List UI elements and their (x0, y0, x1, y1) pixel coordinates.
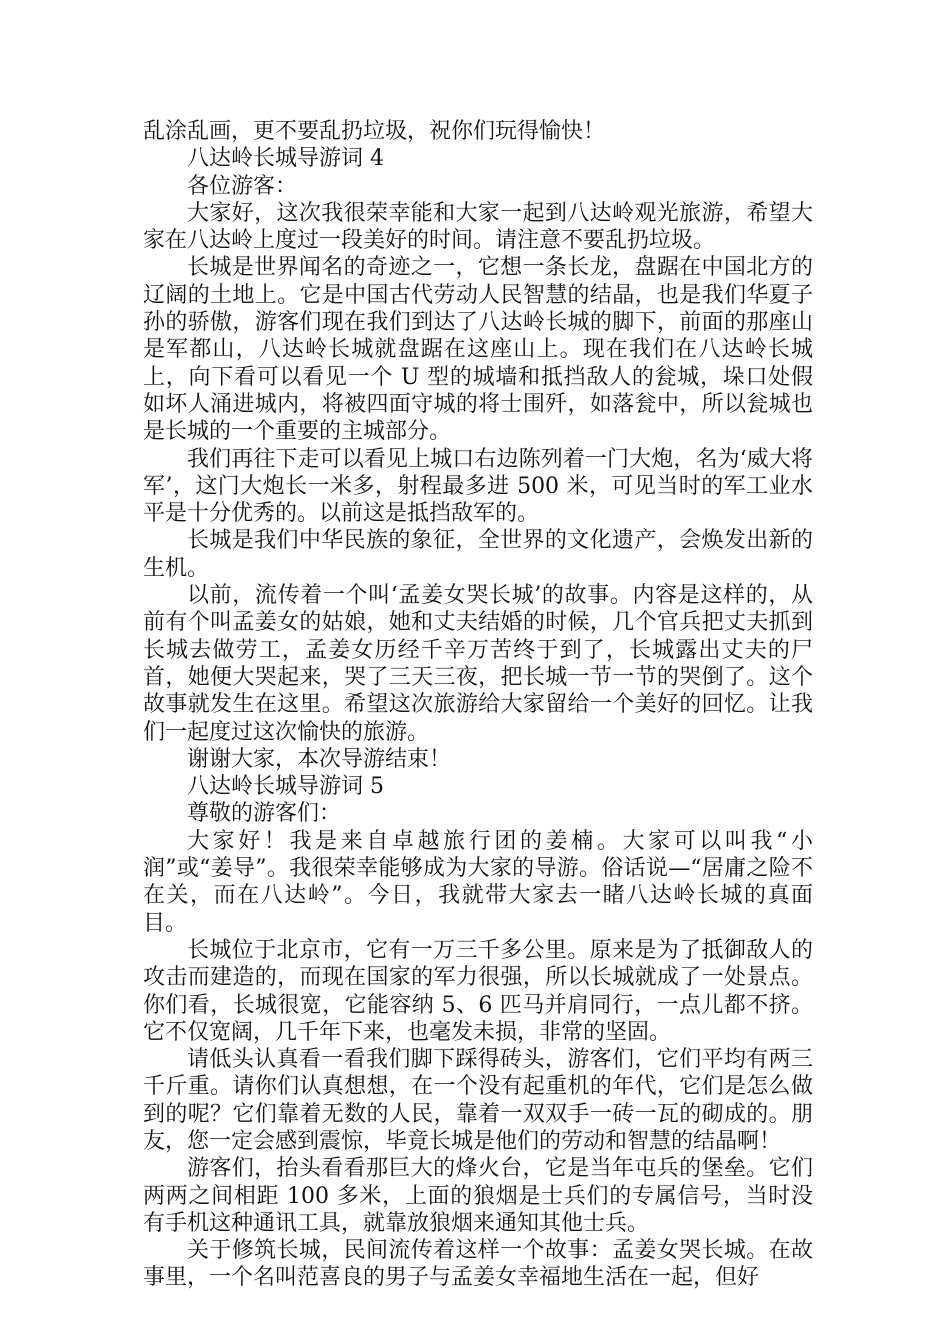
paragraph: 长城是我们中华民族的象征，全世界的文化遗产，会焕发出新的生机。 (143, 528, 813, 581)
section-heading-5: 八达岭长城导游词 5 (187, 774, 384, 800)
paragraph: 以前，流传着一个叫‘孟姜女哭长城’的故事。内容是这样的，从前有个叫孟姜女的姑娘，她和丈夫结婚的时候，几个官兵把丈夫抓到长城去做劳工，孟姜女历经千辛万苦终于到了，长城露出丈夫的尸首，她便大哭起来，哭了三天三夜，把长城一节一节的哭倒了。这个故事就发生在这里。希望这次旅游给大家留给一个美好的回忆。让我们一起度过这次愉快的旅游。 (143, 583, 813, 745)
greeting: 尊敬的游客们： (187, 801, 342, 827)
paragraph: 大家好！我是来自卓越旅行团的姜楠。大家可以叫我“小润”或“姜导”。我很荣幸能够成为大家的导游。俗话说—“居庸之险不在关，而在八达岭”。今日，我就带大家去一睹八达岭长城的真面目。 (143, 828, 813, 936)
paragraph: 游客们，抬头看看那巨大的烽火台，它是当年屯兵的堡垒。它们两两之间相距 100 多米，上面的狼烟是士兵们的专属信号，当时没有手机这种通讯工具，就靠放狼烟来通知其他士兵。 (143, 1156, 813, 1236)
greeting: 各位游客： (187, 173, 298, 199)
paragraph-continuation: 乱涂乱画，更不要乱扔垃圾，祝你们玩得愉快！ (143, 119, 606, 144)
paragraph: 长城是世界闻名的奇迹之一，它想一条长龙，盘踞在中国北方的辽阔的土地上。它是中国古代劳动人民智慧的结晶，也是我们华夏子孙的骄傲，游客们现在我们到达了八达岭长城的脚下，前面的那座山是军都山，八达岭长城就盘踞在这座山上。现在我们在八达岭长城上，向下看可以看见一个 U 型的城墙和抵挡敌人的瓮城，垛口处假如坏人涌进城内，将被四面守城的将士围歼，如落瓮中，所以瓮城也是长城的一个重要的主城部分。 (143, 255, 813, 445)
section-heading-4: 八达岭长城导游词 4 (187, 146, 384, 172)
paragraph: 我们再往下走可以看见上城口右边陈列着一门大炮，名为‘威大将军’，这门大炮长一米多，射程最多进 500 米，可见当时的军工业水平是十分优秀的。以前这是抵挡敌军的。 (143, 446, 813, 527)
paragraph: 请低头认真看一看我们脚下踩得砖头，游客们，它们平均有两三千斤重。请你们认真想想，在一个没有起重机的年代，它们是怎么做到的呢？它们靠着无数的人民，靠着一双双手一砖一瓦的砌成的。朋友，您一定会感到震惊，毕竟长城是他们的劳动和智慧的结晶啊！ (143, 1047, 813, 1154)
paragraph: 关于修筑长城，民间流传着这样一个故事：孟姜女哭长城。在故事里，一个名叫范喜良的男子与孟姜女幸福地生活在一起，但好 (143, 1238, 813, 1291)
document-body (143, 118, 813, 1292)
paragraph: 大家好，这次我很荣幸能和大家一起到八达岭观光旅游，希望大家在八达岭上度过一段美好的时间。请注意不要乱扔垃圾。 (143, 200, 813, 254)
paragraph: 长城位于北京市，它有一万三千多公里。原来是为了抵御敌人的攻击而建造的，而现在国家的军力很强，所以长城就成了一处景点。你们看，长城很宽，它能容纳 5、6 匹马并肩同行，一点儿都不挤。它不仅宽阔，几千年下来，也毫发未损，非常的坚固。 (143, 937, 813, 1045)
closing-line: 谢谢大家，本次导游结束！ (187, 746, 452, 772)
